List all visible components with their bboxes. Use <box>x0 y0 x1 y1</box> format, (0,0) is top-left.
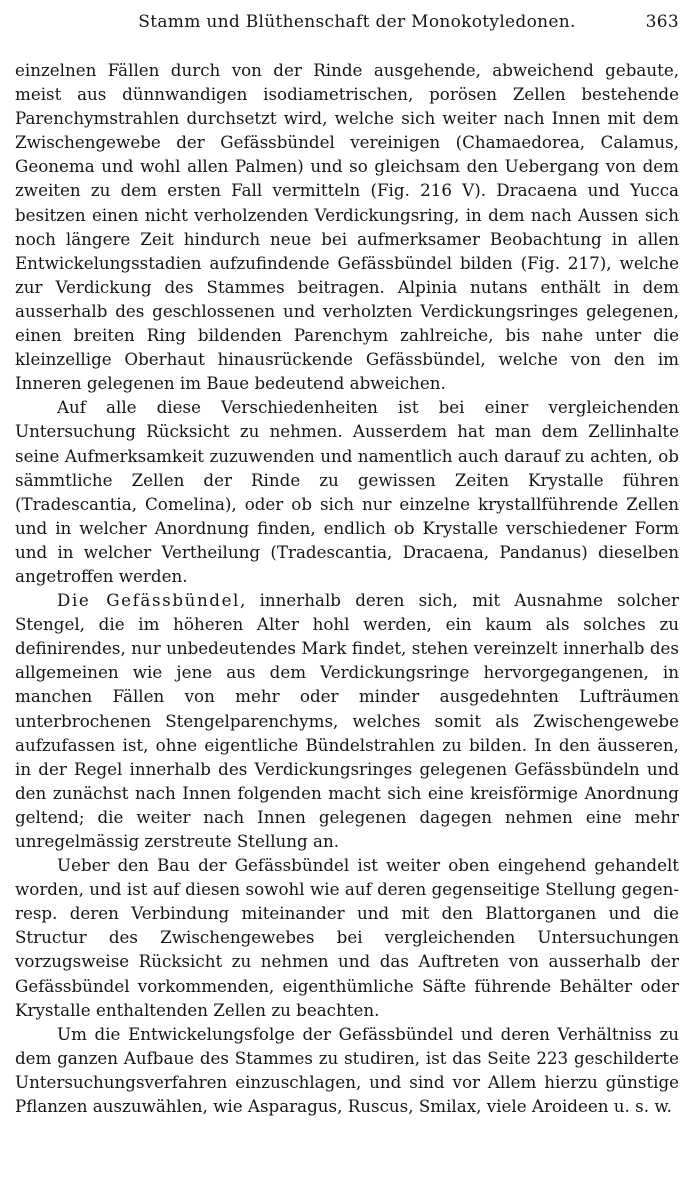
paragraph <box>15 588 679 853</box>
body-text <box>15 58 679 1118</box>
paragraph: Ueber den Bau der Gefässbündel ist weiter oben eingehend gehandelt worden, und ist auf diesen sowohl wie auf deren gegenseitige Stellung gegen- resp. deren Verbindung miteinander und mit den Blattorganen und die Structur des Zwischengewebes bei vergleichenden Untersuchungen vorzugsweise Rücksicht zu nehmen und das Auftreten von ausserhalb der Gefässbündel vorkommenden, eigenthümliche Säfte führende Behälter oder Krystalle enthaltenden Zellen zu beachten. <box>15 855 679 1020</box>
paragraph-text: , innerhalb deren sich, mit Ausnahme solcher Stengel, die im höheren Alter hohl werden, ein kaum als solches zu definirendes, nur unbedeutendes Mark findet, stehen vereinzelt innerhalb des allgemeinen wie jene aus dem Verdickungsringe hervorgegangenen, in manchen Fällen von mehr oder minder ausgedehnten Lufträumen unterbrochenen Stengelparenchyms, welches somit als Zwischengewebe aufzufassen ist, ohne eigentliche Bündelstrahlen zu bilden. In den äusseren, in der Regel innerhalb des Verdickungsringes gelegenen Gefässbündeln und den zunächst nach Innen folgenden macht sich eine kreisförmige Anordnung geltend; die weiter nach Innen gelegenen dagegen nehmen eine mehr unregelmässig zerstreute Stellung an. <box>15 590 680 851</box>
running-title: Stamm und Blüthenschaft der Monokotyledonen. <box>138 12 576 32</box>
running-header <box>15 10 679 38</box>
spaced-emphasis: Die Gefässbündel <box>57 590 240 611</box>
paragraph: Um die Entwickelungsfolge der Gefässbündel und deren Verhältniss zu dem ganzen Aufbaue des Stammes zu studiren, ist das Seite 223 geschilderte Untersuchungsverfahren einzuschlagen, und sind vor Allem hierzu günstige Pflanzen auszuwählen, wie Asparagus, Ruscus, Smilax, viele Aroideen u. s. w. <box>15 1023 679 1117</box>
page-number: 363 <box>645 12 679 32</box>
paragraph: einzelnen Fällen durch von der Rinde ausgehende, abweichend gebaute, meist aus dünnwandigen isodiametrischen, porösen Zellen bestehende Parenchymstrahlen durchsetzt wird, welche sich weiter nach Innen mit dem Zwischengewebe der Gefässbündel vereinigen (Chamaedorea, Calamus, Geonema und wohl allen Palmen) und so gleichsam den Uebergang von dem zweiten zu dem ersten Fall vermitteln (Fig. 216 V). Dracaena und Yucca besitzen einen nicht verholzenden Verdickungsring, in dem nach Aussen sich noch längere Zeit hindurch neue bei aufmerksamer Beobachtung in allen Entwickelungsstadien aufzufindende Gefässbündel bilden (Fig. 217), welche zur Verdickung des Stammes beitragen. Alpinia nutans enthält in dem ausserhalb des geschlossenen und verholzten Verdickungsringes gelegenen, einen breiten Ring bildenden Parenchym zahlreiche, bis nahe unter die kleinzellige Oberhaut hinausrückende Gefässbündel, welche von den im Inneren gelegenen im Baue bedeutend abweichen. <box>15 60 679 394</box>
paragraph: Auf alle diese Verschiedenheiten ist bei einer vergleichenden Untersuchung Rücksicht zu nehmen. Ausserdem hat man dem Zellinhalte seine Aufmerksamkeit zuzuwenden und namentlich auch darauf zu achten, ob sämmtliche Zellen der Rinde zu gewissen Zeiten Krystalle führen (Tradescantia, Comelina), oder ob sich nur einzelne krystallführende Zellen und in welcher Anordnung finden, endlich ob Krystalle verschiedener Form und in welcher Vertheilung (Tradescantia, Dracaena, Pandanus) dieselben angetroffen werden. <box>15 397 679 586</box>
